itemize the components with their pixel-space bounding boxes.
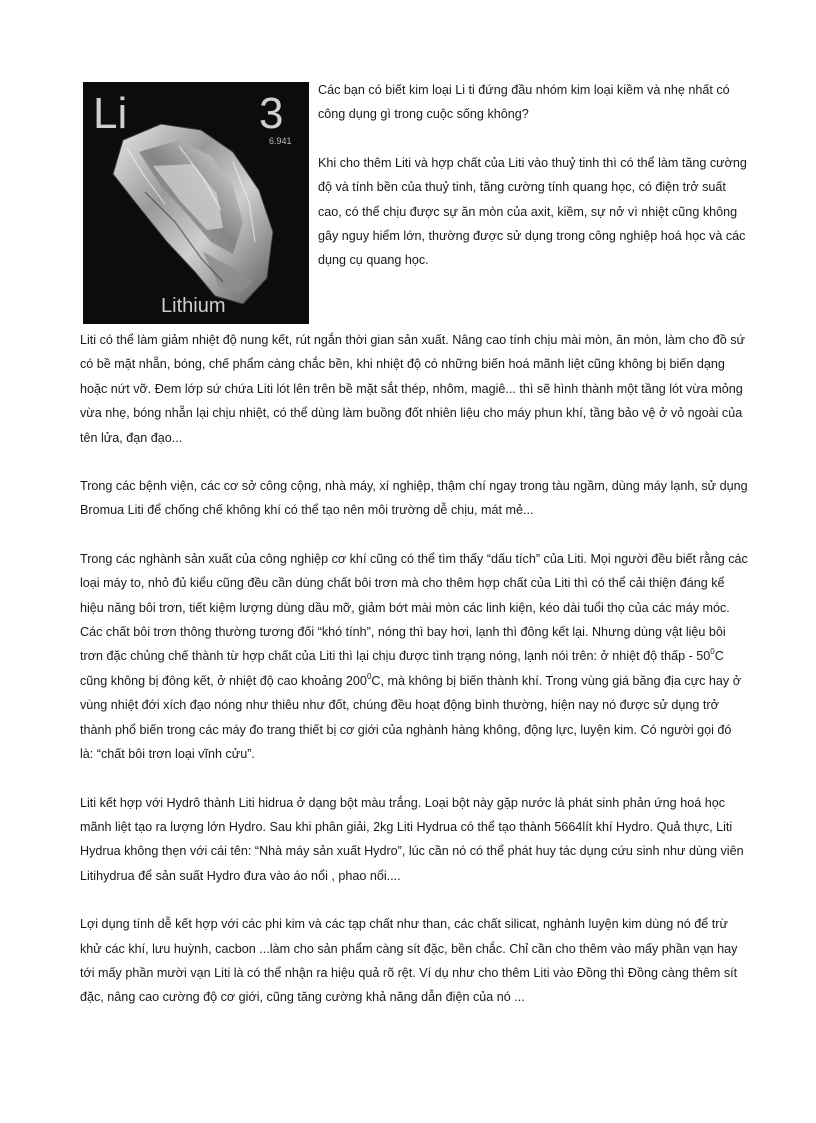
paragraph-ceramics: Liti có thể làm giảm nhiệt độ nung kết, rút ngắn thời gian sản xuất. Nâng cao tính chịu mài mòn, ăn mòn, làm cho đồ sứ có bề mặt nhẵn, bóng, chế phẩm càng chắc bền, khi nhiệt độ có những biến hoá mãnh liệt cũng không bị biến dạng hoặc nứt vỡ. Đem lớp sứ chứa Liti lót lên trên bề mặt sắt thép, nhôm, magiê... thì sẽ hình thành một tầng lót vừa mỏng vừa nhẹ, bóng nhẵn lại chịu nhiệt, có thể dùng làm buồng đốt nhiên liệu cho máy phun khí, tầng bảo vệ ở vỏ ngoài của tên lửa, đạn đạo... [80,333,745,445]
lithium-metal-photo [83,82,309,324]
element-name: Lithium [161,295,226,317]
atomic-mass: 6.941 [269,136,292,146]
paragraph-air-conditioning: Trong các bệnh viện, các cơ sở công cộng, nhà máy, xí nghiệp, thậm chí ngay trong tàu ngầm, dùng máy lạnh, sử dụng Bromua Liti để chống chế không khí có thể tạo nên môi trường dễ chịu, mát mẻ... [80,479,748,518]
lubricant-text-1: Trong các nghành sản xuất của công nghiệp cơ khí cũng có thể tìm thấy “dấu tích” của Liti. Mọi người đều biết rằng các loại máy to, nhỏ đủ kiểu cũng đều cần dùng chất bôi trơn mà cho thêm hợp chất của Liti thì có thể cải thiện đáng kể hiệu năng bôi trơn, tiết kiệm lượng dùng dầu mỡ, giảm bớt mài mòn các linh kiện, kéo dài tuổi thọ của các máy móc. Các chất bôi trơn thông thường tương đối “khó tính”, nóng thì bay hơi, lạnh thì đông kết lại. Nhưng dùng vật liệu bôi trơn đặc chủng chế thành từ hợp chất của Liti thì lại chịu được tình trạng nóng, lạnh nói trên: ở nhiệt độ thấp - 50 [80,551,748,664]
intro-glass-use: Khi cho thêm Liti và hợp chất của Liti vào thuỷ tinh thì có thể làm tăng cường độ và tính bền của thuỷ tinh, tăng cường tính quang học, có điện trở suất cao, có thể chịu được sự ăn mòn của axit, kiềm, sự nở vì nhiệt cũng không gây nguy hiểm lớn, thường được sử dụng trong công nghiệp hoá học và các dụng cụ quang học. [318,155,747,268]
lithium-element-image [83,82,309,324]
intro-text [318,78,748,273]
lubricant-text-2: C cũng không bị đông kết, ở nhiệt độ cao khoảng 200 [80,649,724,688]
paragraph-metallurgy: Lợi dụng tính dễ kết hợp với các phi kim và các tạp chất như than, các chất silicat, nghành luyện kim dùng nó để trừ khử các khí, lưu huỳnh, cacbon ...làm cho sản phẩm càng sít đặc, bền chắc. Chỉ cần cho thêm vào mấy phần vạn hay tới mấy phần mười vạn Liti là có thể nhận ra hiệu quả rõ rệt. Ví dụ như cho thêm Liti vào Đồng thì Đồng càng thêm sít đặc, nâng cao cường độ cơ giới, cũng tăng cường khả năng dẫn điện của nó ... [80,917,738,1005]
degree-superscript-1: 0 [710,647,715,657]
paragraph-hydrogen: Liti kết hợp với Hydrô thành Liti hidrua ở dạng bột màu trắng. Loại bột này gặp nước là phát sinh phản ứng hoá học mãnh liệt tạo ra lượng lớn Hydro. Sau khi phân giải, 2kg Liti Hydrua có thể tạo thành 5664lít khí Hydro. Quả thực, Liti Hydrua không thẹn với cái tên: “Nhà máy sản xuất Hydro”, lúc cần nó có thể phát huy tác dụng cứu sinh như dùng viên Litihydrua để sản suất Hydro đưa vào áo nổi , phao nổi.... [80,795,744,883]
lubricant-text-3: C, mà không bị biến thành khí. Trong vùng giá băng địa cực hay ở vùng nhiệt đới xích đạo nóng như thiêu như đốt, chúng đều hoạt động bình thường, hiện nay nó được sử dụng trở thành phổ biến trong các máy đo trang thiết bị cơ giới của nghành hàng không, động lực, luyện kim. Có người gọi đó là: “chất bôi trơn loại vĩnh cửu”. [80,673,741,762]
degree-superscript-2: 0 [366,671,372,681]
atomic-number: 3 [259,89,284,138]
intro-question: Các bạn có biết kim loại Li ti đứng đầu nhóm kim loại kiềm và nhẹ nhất có công dụng gì trong cuộc sống không? [318,83,730,122]
element-symbol: Li [93,89,128,138]
paragraph-lubricant [80,547,748,767]
article-body [80,328,748,1034]
